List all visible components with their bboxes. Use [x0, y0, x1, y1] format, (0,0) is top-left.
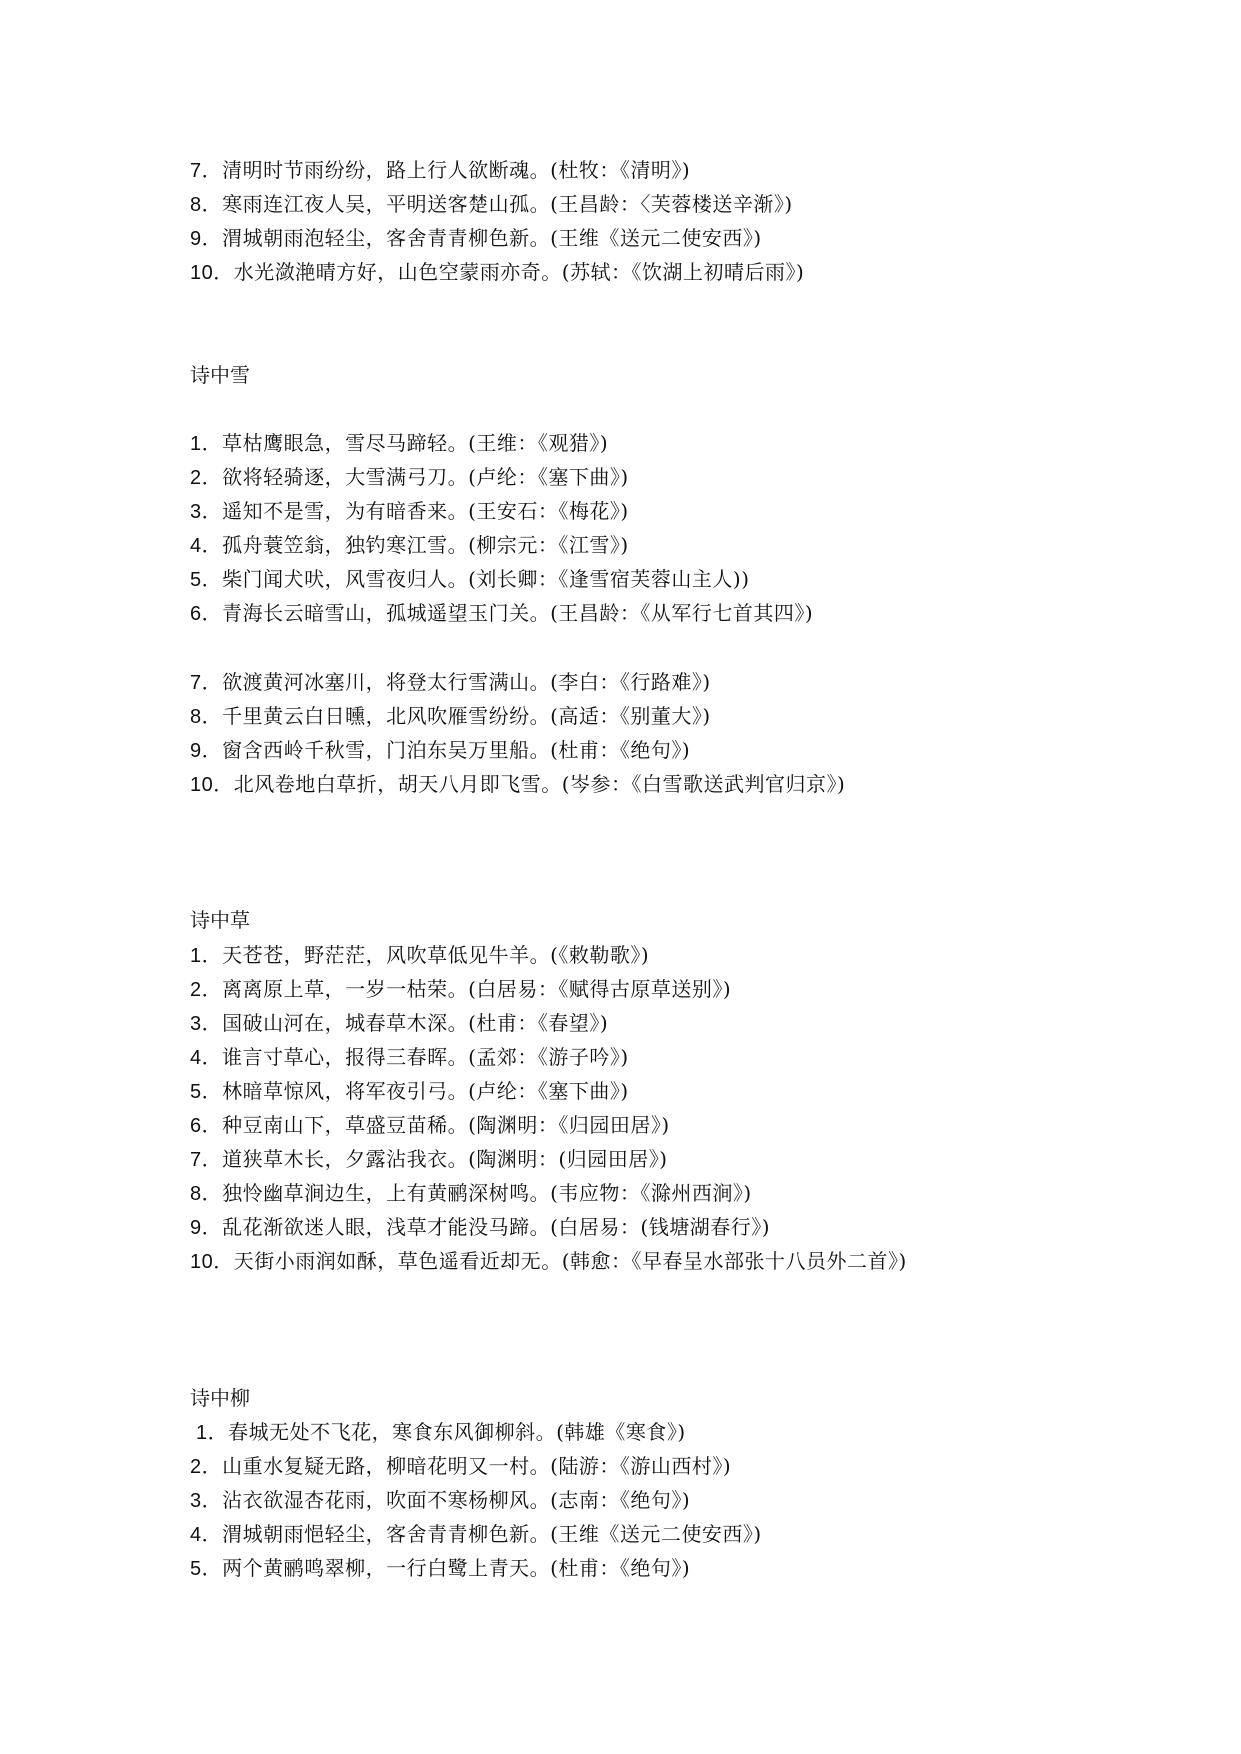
item-text: 寒雨连江夜人吴，平明送客楚山孤。(王昌龄：〈芙蓉楼送辛渐》): [222, 192, 793, 216]
list-item: [190, 567, 750, 592]
item-number: 3．: [190, 1490, 223, 1512]
list-item: [190, 704, 711, 729]
list-item: [190, 226, 762, 251]
item-text: 欲渡黄河冰塞川，将登太行雪满山。(李白：《行路难》): [222, 670, 711, 694]
item-text: 沾衣欲湿杏花雨，吹面不寒杨柳风。(志南：《绝句》): [222, 1488, 691, 1512]
item-number: 9．: [190, 228, 223, 250]
item-text: 林暗草惊风，将军夜引弓。(卢纶：《塞下曲》): [222, 1079, 629, 1103]
item-text: 青海长云暗雪山，孤城遥望玉门关。(王昌龄：《从军行七首其四》): [222, 601, 814, 625]
item-text: 天街小雨润如酥，草色遥看近却无。(韩愈：《早春呈水部张十八员外二首》): [233, 1249, 907, 1273]
item-text: 乱花渐欲迷人眼，浅草才能没马蹄。(白居易：(钱塘湖春行》): [222, 1215, 771, 1239]
list-item: [190, 1215, 770, 1240]
list-item: [190, 431, 608, 456]
item-number: 5．: [190, 1081, 223, 1103]
item-number: 1．: [190, 433, 223, 455]
item-number: 10．: [190, 262, 234, 284]
list-item: [190, 670, 711, 695]
item-text: 离离原上草，一岁一枯荣。(白居易：《赋得古原草送别》): [222, 977, 732, 1001]
item-number: 4．: [190, 1524, 223, 1546]
list-item: [190, 158, 690, 183]
item-number: 8．: [190, 706, 223, 728]
list-item: [190, 1113, 670, 1138]
section-heading: 诗中雪: [190, 363, 250, 387]
item-number: 8．: [190, 194, 223, 216]
list-item: [190, 1556, 690, 1581]
list-item: [190, 943, 649, 968]
item-number: 9．: [190, 1217, 223, 1239]
item-text: 种豆南山下，草盛豆苗稀。(陶渊明：《归园田居》): [222, 1113, 670, 1137]
item-text: 谁言寸草心，报得三春晖。(孟郊：《游子吟》): [222, 1045, 629, 1069]
list-item: [190, 1454, 731, 1479]
item-number: 2．: [190, 467, 223, 489]
item-text: 水光潋滟晴方好，山色空蒙雨亦奇。(苏轼：《饮湖上初晴后雨》): [233, 260, 805, 284]
item-text: 北风卷地白草折，胡天八月即飞雪。(岑参：《白雪歌送武判官归京》): [233, 772, 846, 796]
list-item: [190, 260, 804, 285]
item-text: 渭城朝雨泡轻尘，客舍青青柳色新。(王维《送元二使安西》): [222, 226, 762, 250]
item-text: 遥知不是雪，为有暗香来。(王安石：《梅花》): [222, 499, 629, 523]
item-text: 窗含西岭千秋雪，门泊东吴万里船。(杜甫：《绝句》): [222, 738, 691, 762]
item-text: 欲将轻骑逐，大雪满弓刀。(卢纶：《塞下曲》): [222, 465, 629, 489]
list-item: [190, 1079, 629, 1104]
item-number: 3．: [190, 501, 223, 523]
item-number: 1．: [190, 945, 223, 967]
item-text: 道狭草木长，夕露沾我衣。(陶渊明：(归园田居》): [222, 1147, 668, 1171]
list-item: [190, 1522, 762, 1547]
section-heading: 诗中柳: [190, 1386, 250, 1410]
list-item: [190, 738, 690, 763]
item-text: 千里黄云白日曛，北风吹雁雪纷纷。(高适：《别董大》): [222, 704, 711, 728]
list-item: [190, 1147, 668, 1172]
list-item: [190, 1011, 608, 1036]
list-item: [190, 772, 845, 797]
list-item: [190, 1249, 907, 1274]
item-number: 7．: [190, 672, 223, 694]
item-number: 7．: [190, 1149, 223, 1171]
item-number: 6．: [190, 603, 223, 625]
item-number: 4．: [190, 1047, 223, 1069]
item-text: 两个黄鹂鸣翠柳，一行白鹭上青天。(杜甫：《绝句》): [222, 1556, 691, 1580]
item-number: 10．: [190, 1251, 234, 1273]
item-text: 孤舟蓑笠翁，独钓寒江雪。(柳宗元：《江雪》): [222, 533, 629, 557]
item-number: 10．: [190, 774, 234, 796]
item-number: 6．: [190, 1115, 223, 1137]
item-number: 5．: [190, 1558, 223, 1580]
item-number: 5．: [190, 569, 223, 591]
list-item: [190, 601, 813, 626]
section-heading: 诗中草: [190, 908, 250, 932]
item-text: 清明时节雨纷纷，路上行人欲断魂。(杜牧：《清明》): [222, 158, 691, 182]
list-item: [190, 465, 629, 490]
item-text: 山重水复疑无路，柳暗花明又一村。(陆游：《游山西村》): [222, 1454, 732, 1478]
item-number: 4．: [190, 535, 223, 557]
list-item: [190, 977, 731, 1002]
list-item: [190, 1488, 690, 1513]
item-number: 2．: [190, 979, 223, 1001]
item-number: 9．: [190, 740, 223, 762]
item-text: 渭城朝雨悒轻尘，客舍青青柳色新。(王维《送元二使安西》): [222, 1522, 762, 1546]
list-item: [190, 192, 793, 217]
list-item: [190, 499, 629, 524]
item-number: 8．: [190, 1183, 223, 1205]
list-item: [190, 1181, 752, 1206]
item-text: 国破山河在，城春草木深。(杜甫：《春望》): [222, 1011, 609, 1035]
item-number: 2．: [190, 1456, 223, 1478]
item-text: 柴门闻犬吠，风雪夜归人。(刘长卿：《逢雪宿芙蓉山主人)): [222, 567, 750, 591]
item-number: 7．: [190, 160, 223, 182]
list-item: [190, 1045, 629, 1070]
item-text: 草枯鹰眼急，雪尽马蹄轻。(王维：《观猎》): [222, 431, 609, 455]
item-text: 春城无处不飞花，寒食东风御柳斜。(韩雄《寒食》): [228, 1420, 686, 1444]
list-item: [190, 533, 629, 558]
item-number: 1．: [196, 1422, 229, 1444]
item-number: 3．: [190, 1013, 223, 1035]
item-text: 独怜幽草涧边生，上有黄鹂深树鸣。(韦应物：《滁州西涧》): [222, 1181, 752, 1205]
list-item: [196, 1420, 686, 1445]
item-text: 天苍苍，野茫茫，风吹草低见牛羊。(《敕勒歌》): [222, 943, 650, 967]
